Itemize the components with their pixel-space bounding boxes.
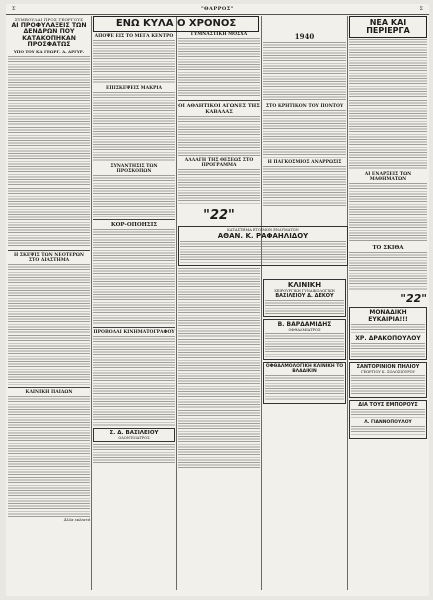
- ad-subtitle: ΟΔΟΝΤΟΙΑΤΡΟΣ: [118, 436, 150, 440]
- doctor-subtitle: ΟΦΘΑΛΜΙΑΤΡΟΣ: [288, 328, 321, 332]
- article-text: [178, 169, 260, 205]
- story-heading: ΠΡΟΒΟΛΑΙ ΚΙΝΗΜΑΤΟΓΡΑΦΟΥ: [93, 330, 175, 335]
- headline: ΑΙ ΠΡΟΦΥΛΑΞΕΙΣ ΤΩΝ ΔΕΝΔΡΩΝ ΠΟΥ ΚΑΤΑΚΟΠΗΚΑΝ ΠΡΟΣΦΑΤΩΣ: [11, 22, 87, 48]
- ad-text: [265, 300, 344, 314]
- eye-clinic-name: ΟΦΘΑΛΜΟΛΟΓΙΚΗ ΚΛΙΝΙΚΗ ΤΟ ΒΛΑΔΙΚΙΝ: [265, 364, 344, 374]
- story-heading: ΑΛΛΑΓΗ ΤΗΣ ΘΕΣΕΩΣ ΣΤΟ ΠΡΟΓΡΑΜΜΑ: [184, 158, 254, 168]
- ad-text: [351, 426, 425, 436]
- ad-text: [265, 375, 344, 401]
- header-left-mark: Σ: [12, 6, 16, 12]
- divider: [178, 100, 260, 101]
- ad-name: ΧΡ. ΔΡΑΚΟΠΟΥΛΟΥ: [355, 335, 421, 342]
- article-text: [178, 410, 260, 470]
- ad-subtitle: ΓΕΩΡΓΙΟΥ Κ. ΣΟΛΟΣΙΟΥΡΟΥ: [361, 370, 415, 374]
- ad-headline: ΜΟΝΑΔΙΚΗ ΕΥΚΑΙΡΙΑ!!!: [368, 309, 408, 323]
- section-heading: ΚΛΙΝΙΚΗ ΠΑΙΔΩΝ: [25, 390, 73, 396]
- story-heading: ΣΥΝΑΝΤΗΣΙΣ ΤΩΝ ΠΡΟΣΚΟΠΩΝ: [110, 164, 158, 174]
- story-heading: ΣΤΟ ΚΡΗΤΙΚΟΝ ΤΟΥ ΠΟΝΤΟΥ: [265, 104, 344, 109]
- article-text: [8, 477, 90, 517]
- ad-text: [351, 324, 425, 334]
- column-rule: [91, 16, 92, 590]
- newspaper-page: [6, 4, 429, 596]
- article-text: [93, 336, 175, 426]
- story-heading: ΕΠΙΣΚΕΨΕΙΣ ΜΑΚΡΙΑ: [105, 86, 163, 91]
- article-text: [349, 100, 427, 170]
- story-heading: Η ΠΑΓΚΟΣΜΙΟΣ ΑΝΑΡΡΩΣΙΣ: [267, 160, 342, 165]
- ad-22: "22": [400, 292, 427, 305]
- article-text: [178, 116, 260, 156]
- article-text: [349, 183, 427, 243]
- ad-headline: ΣΑΝΤΟΡΙΝΙΟΝ ΠΗΛΙΟΥ: [356, 364, 420, 370]
- article-text: [263, 42, 346, 102]
- clinic-title: ΚΛΙΝΙΚΗ: [287, 281, 322, 289]
- article-text: [93, 444, 175, 464]
- year-heading: 1940: [294, 32, 315, 41]
- clinic-subtitle: ΧΕΙΡΟΥΡΓΙΚΗ ΓΥΝΑΙΚΟΛΟΓΙΚΗ: [274, 289, 335, 293]
- ad-box: [349, 362, 427, 398]
- clinic-ad: [263, 279, 346, 317]
- doctor-ad: [263, 319, 346, 360]
- ad-box: [349, 400, 427, 439]
- article-text: [8, 396, 90, 476]
- story-heading: ΑΠΟΨΕ ΕΙΣ ΤΟ ΜΕΓΑ ΚΕΝΤΡΟ: [94, 34, 174, 39]
- page-header: [6, 4, 429, 15]
- clinic-name: ΒΑΣΙΛΕΙΟΥ Δ. ΔΕΚΟΥ: [275, 293, 334, 299]
- article-text: [349, 252, 427, 290]
- ad-name: Λ. ΓΙΑΝΝΟΠΟΥΛΟΥ: [364, 420, 412, 425]
- column-rule: [261, 16, 262, 590]
- column-4: [263, 16, 346, 592]
- article-text: [178, 38, 260, 98]
- column-5: [349, 16, 427, 592]
- divider: [93, 327, 175, 328]
- ad-subtitle: ΚΑΤΑΣΤΗΜΑ ΕΤΟΙΜΩΝ ΕΝΔΥΜΑΤΩΝ: [227, 228, 299, 232]
- main-headline: ΕΝΩ ΚΥΛΑ Ο ΧΡΟΝΟΣ: [93, 16, 259, 32]
- ad-22: "22": [203, 208, 235, 223]
- article-text: [93, 175, 175, 217]
- section-heading: Η ΣΚΕΨΙΣ ΤΩΝ ΝΕΟΤΕΡΩΝ ΣΤΟ ΔΙΑΣΤΗΜΑ: [13, 253, 85, 264]
- ad-text: [351, 409, 425, 419]
- ad-text: [265, 333, 344, 357]
- byline: ΥΠΟ ΤΟΥ ΚΑ ΓΕΩΡΓ. Α. ΑΡΓΥΡ.: [13, 49, 85, 55]
- ad-text: [351, 375, 425, 395]
- divider: [93, 219, 175, 220]
- eye-clinic-ad: [263, 362, 346, 404]
- section-headline: ΝΕΑ ΚΑΙ ΠΕΡΙΕΡΓΑ: [349, 16, 427, 38]
- column-rule: [176, 16, 177, 590]
- footer-note: Άλλα εκλεκτά: [64, 518, 90, 523]
- story-heading: ΓΥΜΝΑΣΤΙΚΗ ΜΟΣΧΑ: [190, 32, 248, 37]
- doctor-name: Β. ΒΑΡΔΑΜΙΔΗΣ: [277, 321, 332, 328]
- column-1: [8, 16, 90, 592]
- article-text: [93, 40, 175, 84]
- article-text: [8, 264, 90, 334]
- column-rule: [347, 16, 348, 590]
- ad-text: [351, 343, 425, 357]
- masthead: "ΘΑΡΡΟΣ": [201, 6, 234, 12]
- article-text: [263, 110, 346, 158]
- story-heading: ΑΙ ΕΝΑΡΞΕΙΣ ΤΩΝ ΜΑΘΗΜΑΤΩΝ: [364, 172, 412, 182]
- divider: [8, 250, 90, 251]
- ad-name: ΑΘΑΝ. Κ. ΡΑΦΑΗΛΙΔΟΥ: [217, 232, 309, 240]
- ad-box: [93, 428, 175, 442]
- article-text: [8, 56, 90, 126]
- article-text: [8, 127, 90, 187]
- article-text: [8, 335, 90, 385]
- article-text: [8, 188, 90, 248]
- story-heading: ΤΟ ΣΚΙΘΑ: [372, 245, 404, 251]
- article-text: [178, 268, 260, 338]
- ad-box: [349, 307, 427, 360]
- story-heading: ΚΟΡ-ΟΠΟΗΣΙΣ: [110, 222, 158, 228]
- ad-name: Σ. Δ. ΒΑΣΙΛΕΙΟΥ: [109, 430, 159, 436]
- kicker: ΣΥΜΒΟΥΛΑΙ ΠΡΟΣ ΓΕΩΡΓΟΥΣ: [14, 17, 84, 22]
- ad-headline: ΔΙΑ ΤΟΥΣ ΕΜΠΟΡΟΥΣ: [358, 402, 418, 408]
- article-text: [93, 92, 175, 162]
- header-right-mark: Σ: [419, 6, 423, 12]
- divider: [8, 387, 90, 388]
- story-heading: ΟΙ ΑΘΛΗΤΙΚΟΙ ΑΓΩΝΕΣ ΤΗΣ ΚΑΒΑΛΑΣ: [178, 103, 260, 115]
- article-text: [349, 39, 427, 99]
- article-text: [93, 229, 175, 325]
- article-text: [263, 166, 346, 206]
- article-text: [178, 339, 260, 409]
